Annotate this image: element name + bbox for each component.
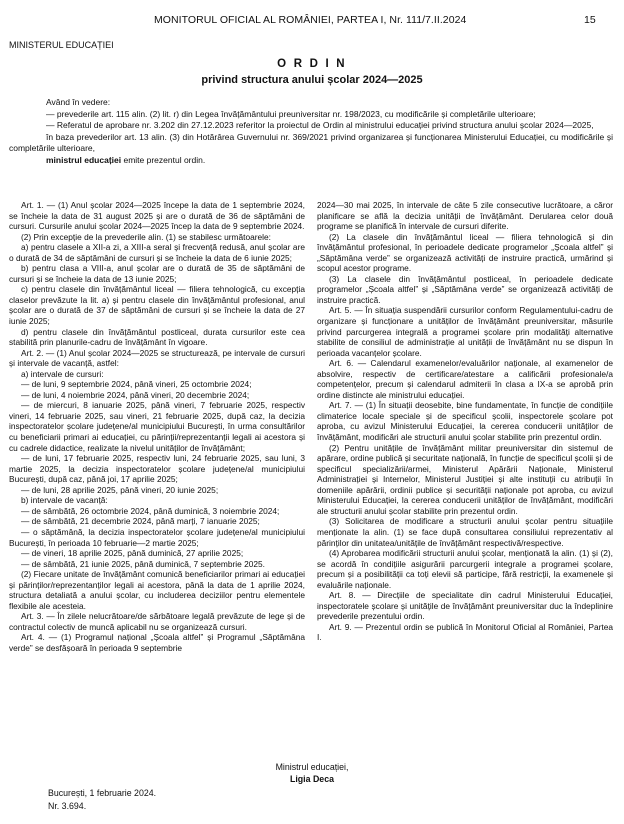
preamble-line: Având în vedere:: [46, 97, 111, 107]
paragraph: d) pentru clasele din învățământul postliceal, durata cursurilor este cea stabilită prin planurile-cadru de învățământ în vigoare.: [9, 326, 305, 348]
issuing-ministry: MINISTERUL EDUCAȚIEI: [9, 40, 114, 50]
order-number: Nr. 3.694.: [48, 800, 87, 811]
paragraph: — de vineri, 18 aprilie 2025, până duminică, 27 aprilie 2025;: [21, 548, 244, 559]
paragraph: Art. 6. — Calendarul examenelor/evaluărilor naționale, al examenelor de absolvire, respectiv de certificare/atestare a calificării profesionale/a competențelor, precum și calendarul admiterii în clasa a IX-a se aprobă prin ordine distincte ale ministrului educației.: [317, 358, 613, 400]
paragraph: Art. 1. — (1) Anul școlar 2024—2025 începe la data de 1 septembrie 2024, se încheie la data de 31 august 2025 și are o durată de 36 de săptămâni de cursuri. Cursurile anului școlar 2024—2025 încep la data de 9 septembrie 2024.: [9, 200, 305, 232]
place-date: București, 1 februarie 2024.: [48, 788, 157, 798]
paragraph: Art. 5. — În situația suspendării cursurilor conform Regulamentului-cadru de organizare și funcționare a unităților de învățământ preuniversitar, măsurile privind parcurgerea integrală a programei școlare prin modalități alternative stabilite de consiliul de administrație al unității de învățământ nu se dispun în perioada vacanțelor școlare.: [317, 305, 613, 358]
document-title: privind structura anului școlar 2024—2025: [201, 74, 423, 86]
paragraph: Art. 9. — Prezentul ordin se publică în Monitorul Oficial al României, Partea I.: [317, 621, 613, 643]
signature-block: [0, 762, 624, 785]
document-type: O R D I N: [277, 58, 347, 70]
paragraph: — o săptămână, la decizia inspectoratelor școlare județene/al municipiului București, în perioada 10 februarie—2 martie 2025;: [9, 526, 305, 548]
paragraph: — de luni, 4 noiembrie 2024, până vineri, 20 decembrie 2024;: [21, 389, 250, 400]
paragraph: — de miercuri, 8 ianuarie 2025, până vineri, 7 februarie 2025, respectiv vineri, 14 februarie 2025, sau vineri, 21 februarie 2025, după caz, la decizia inspectoratelor școlare județene/al municipiului București, în urma consultărilor cu beneficiarii primari ai educației, cu părinții/reprezentanții legali ai acestora și cu cadrele didactice, realizate la nivelul unităților de învățământ;: [9, 400, 305, 453]
paragraph: — de luni, 17 februarie 2025, respectiv luni, 24 februarie 2025, sau luni, 3 martie 2025, la decizia inspectoratelor școlare județene/al municipiului București, după caz, până joi, 17 aprilie 2025;: [9, 453, 305, 485]
paragraph: Art. 2. — (1) Anul școlar 2024—2025 se structurează, pe intervale de cursuri și intervale de vacanță, astfel:: [9, 347, 305, 369]
paragraph: — de sâmbătă, 21 iunie 2025, până duminică, 7 septembrie 2025.: [21, 558, 265, 569]
place-date-block: [48, 787, 156, 812]
paragraph: (2) Pentru unitățile de învățământ militar preuniversitar din sistemul de apărare, ordine publică și securitate națională, în funcție de specificul școlii și de specificul specializării/armei, Ministerul Apărării Naționale, Ministerul Administrației și Internelor, Ministerul Justiției și alte instituții cu atribuții în domeniile apărării, ordinii publice și securității naționale pot aproba, cu avizul Ministerului Educației, la cererea conducerii unităților de învățământ, modificări ale structurii anului școlar stabilite prin prezentul ordin.: [317, 442, 613, 516]
preamble-line: — prevederile art. 115 alin. (2) lit. r) din Legea învățământului preuniversitar nr. 198/2023, cu modificările și completările ulterioare;: [46, 108, 536, 119]
left-column: [9, 200, 305, 654]
paragraph: b) intervale de vacanță:: [21, 495, 108, 506]
paragraph: (2) Fiecare unitate de învățământ comunică beneficiarilor primari ai educației și părinților/reprezentanților legali ai acestora, până la data de 1 aprilie 2024, structura detaliată a anului școlar, cu includerea deciziilor pentru elementele flexibile ale acesteia.: [9, 569, 305, 611]
paragraph: — de luni, 28 aprilie 2025, până vineri, 20 iunie 2025;: [21, 484, 219, 495]
paragraph: — de luni, 9 septembrie 2024, până vineri, 25 octombrie 2024;: [21, 379, 252, 390]
paragraph: (4) Aprobarea modificării structurii anului școlar, menționată la alin. (1) și (2), se acordă în condițiile asigurării parcurgerii integrale a programei școlare, precum și a posibilității ca toți elevii să participe, fără restricții, la examenele și evaluările naționale.: [317, 548, 613, 590]
signatory-name: Ligia Deca: [289, 773, 334, 784]
preamble: [9, 97, 613, 166]
paragraph: Art. 4. — (1) Programul național „Școala altfel” și Programul „Săptămâna verde” se desfășoară în perioada 9 septembrie: [9, 632, 305, 653]
issuer-name: ministrul educației: [46, 154, 122, 165]
paragraph: a) pentru clasele a XII-a zi, a XIII-a seral și frecvență redusă, anul școlar are o durată de 34 de săptămâni de cursuri și se încheie la data de 6 iunie 2025;: [9, 242, 305, 263]
issuer-line-rest: emite prezentul ordin.: [121, 154, 206, 165]
gazette-header-title: MONITORUL OFICIAL AL ROMÂNIEI, PARTEA I, Nr. 111/7.II.2024: [154, 14, 467, 26]
signatory-role: Ministrul educației,: [275, 762, 349, 772]
preamble-line: în baza prevederilor art. 13 alin. (3) din Hotărârea Guvernului nr. 369/2021 privind organizarea și funcționarea Ministerului Educației, cu modificările și completările ulterioare,: [9, 131, 613, 153]
preamble-line: — Referatul de aprobare nr. 3.202 din 27.12.2023 referitor la proiectul de Ordin al ministrului educației privind structura anului școlar 2024—2025,: [46, 120, 594, 130]
paragraph: (3) La clasele din învățământul postliceal, în perioadele dedicate programelor „Școala altfel” și „Săptămâna verde” se organizează activități de instruire practică.: [317, 273, 613, 305]
paragraph: Art. 3. — În zilele nelucrătoare/de sărbătoare legală prevăzute de lege și de contractul colectiv de muncă aplicabil nu se organizează cursuri.: [9, 611, 305, 632]
paragraph: — de sâmbătă, 21 decembrie 2024, până marți, 7 ianuarie 2025;: [21, 516, 260, 527]
paragraph: Art. 8. — Direcțiile de specialitate din cadrul Ministerului Educației, inspectoratele școlare și unitățile de învățământ preuniversitar duc la îndeplinire prevederile prezentului ordin.: [317, 590, 613, 622]
page-number: 15: [584, 14, 596, 26]
page-header: [0, 14, 624, 30]
paragraph: — de sâmbătă, 26 octombrie 2024, până duminică, 3 noiembrie 2024;: [21, 505, 280, 516]
paragraph: Art. 7. — (1) În situații deosebite, bine fundamentate, în funcție de condițiile climaterice locale speciale și de specificul școlii, inspectorele școlare pot aproba, cu avizul Ministerului Educației, la cererea conducerii unităților de învățământ, modificări ale structurii anului școlar stabilite prin prezentul ordin.: [317, 400, 613, 443]
paragraph: (3) Solicitarea de modificare a structurii anului școlar pentru situațiile menționate la alin. (1) se face după consultarea consiliului reprezentativ al părinților din unitatea/unitățile de învățământ respectivă/respective.: [317, 516, 613, 548]
paragraph: a) intervale de cursuri:: [21, 368, 104, 379]
paragraph: c) pentru clasele din învățământul liceal — filiera tehnologică, cu excepția claselor prevăzute la lit. a) și pentru clasele din învățământul profesional, anul școlar are o durată de 37 de săptămâni de cursuri și se încheie la data de 27 iunie 2025;: [9, 284, 305, 327]
issuer-line: [9, 155, 613, 167]
paragraph: 2024—30 mai 2025, în intervale de câte 5 zile consecutive lucrătoare, a căror planificare se află la decizia unității de învățământ. Derularea celor două programe se planifică în intervale de cursuri diferite.: [317, 200, 613, 232]
paragraph: (2) Prin excepție de la prevederile alin. (1) se stabilesc următoarele:: [21, 231, 271, 242]
right-column: [317, 200, 613, 643]
paragraph: (2) La clasele din învățământul liceal — filiera tehnologică și din învățământul profesional, în perioadele dedicate programelor „Școala altfel” și „Săptămâna verde” se organizează activități de instruire practică, urmărind și scopul acestor programe.: [317, 231, 613, 274]
paragraph: b) pentru clasa a VIII-a, anul școlar are o durată de 35 de săptămâni de cursuri și se încheie la data de 13 iunie 2025;: [9, 263, 305, 284]
